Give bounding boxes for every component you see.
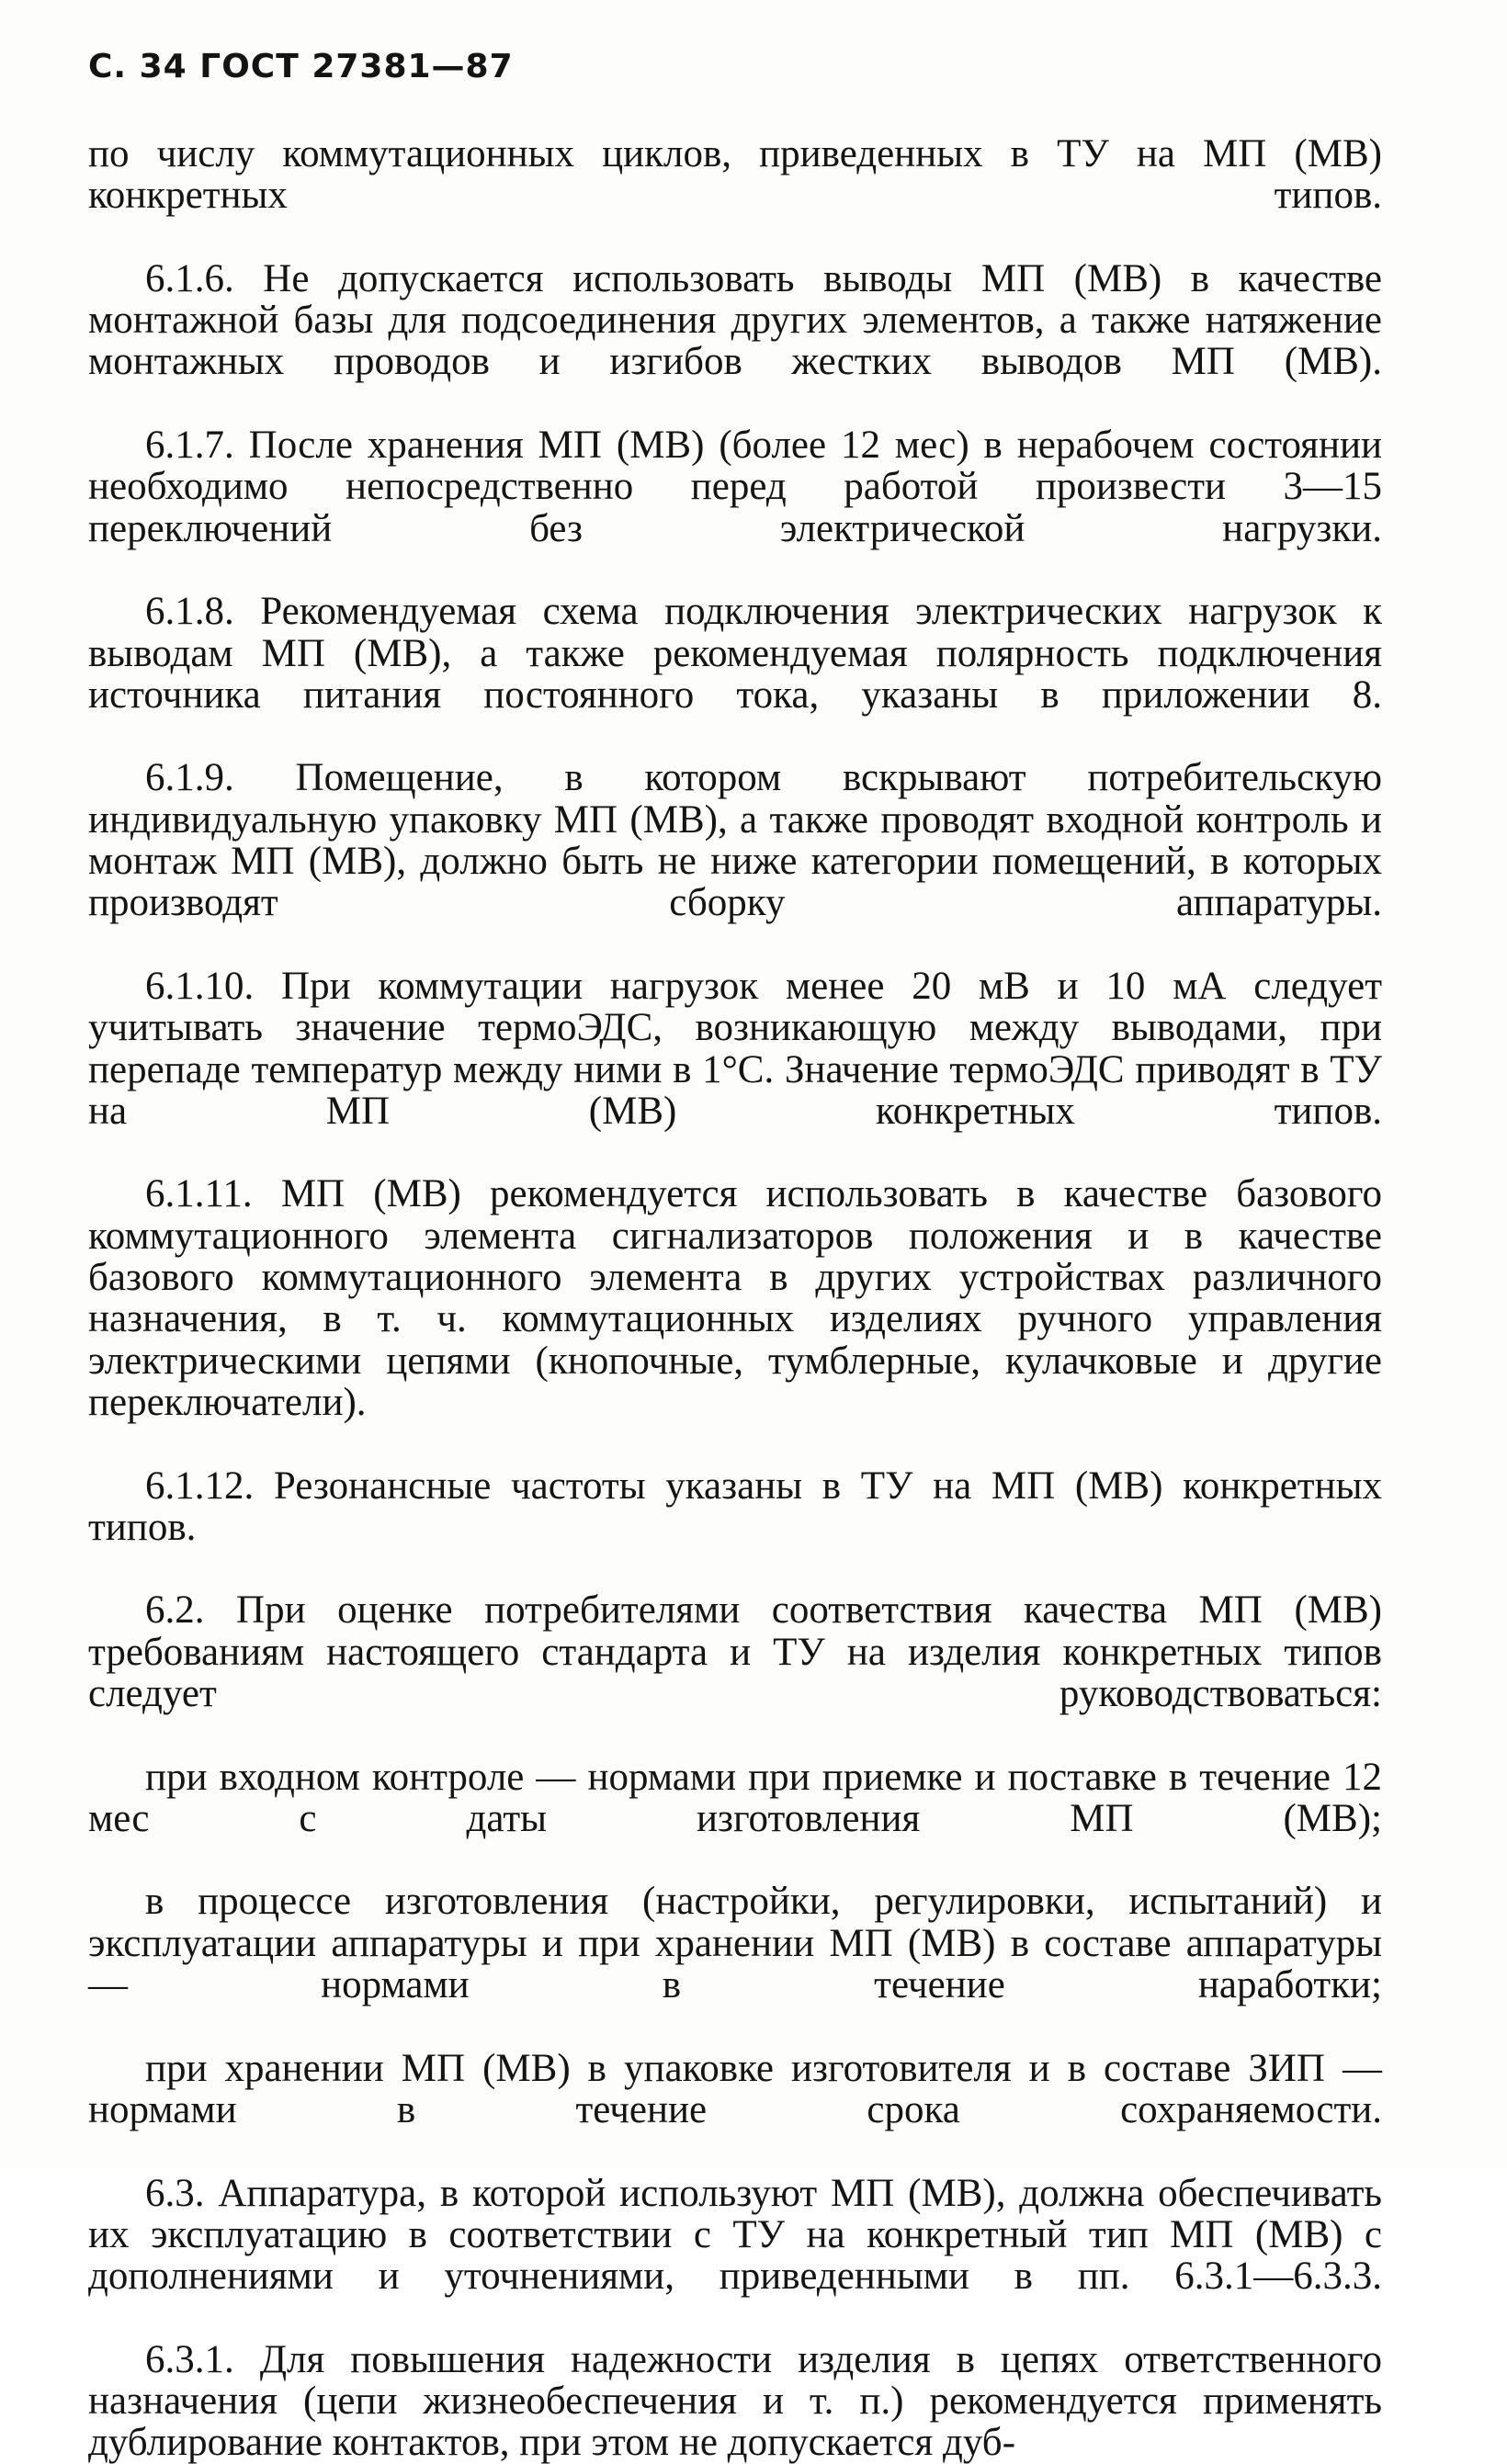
paragraph-6-3: 6.3. Аппаратура, в которой используют МП (МВ), должна обеспечивать их эксплуатацию в соответствии с ТУ на конкретный тип МП (МВ) с дополнениями и уточнениями, приведенными в пп. 6.3.1—6.3.3. (88, 2171, 1382, 2299)
paragraph-6-1-9: 6.1.9. Помещение, в котором вскрывают потребительскую индивидуальную упаковку МП (МВ), а также проводят входной контроль и монтаж МП (МВ), должно быть не ниже категории помещений, в которых производят сборку аппаратуры. (88, 756, 1382, 925)
paragraph-list-item: в процессе изготовления (настройки, регулировки, испытаний) и эксплуатации аппаратуры и при хранении МП (МВ) в составе аппаратуры — нормами в течение наработки; (88, 1880, 1382, 2007)
paragraph-list-item: при входном контроле — нормами при приемке и поставке в течение 12 мес с даты изготовления МП (МВ); (88, 1755, 1382, 1840)
paragraph-list-item: при хранении МП (МВ) в упаковке изготовителя и в составе ЗИП — нормами в течение срока сохраняемости. (88, 2046, 1382, 2131)
paragraph-6-2: 6.2. При оценке потребителями соответствия качества МП (МВ) требованиям настоящего стандарта и ТУ на изделия конкретных типов следует руководствоваться: (88, 1588, 1382, 1715)
paragraph-6-1-6: 6.1.6. Не допускается использовать выводы МП (МВ) в качестве монтажной базы для подсоединения других элементов, а также натяжение монтажных проводов и изгибов жестких выводов МП (МВ). (88, 256, 1382, 384)
paragraph-6-3-1: 6.3.1. Для повышения надежности изделия в цепях ответственного назначения (цепи жизнеобеспечения и т. п.) рекомендуется применять дублирование контактов, при этом не допускается дуб- (88, 2337, 1382, 2464)
paragraph-6-1-12: 6.1.12. Резонансные частоты указаны в ТУ на МП (МВ) конкретных типов. (88, 1464, 1382, 1549)
body-text (88, 133, 1382, 2464)
paragraph-6-1-7: 6.1.7. После хранения МП (МВ) (более 12 мес) в нерабочем состоянии необходимо непосредственно перед работой произвести 3—15 переключений без электрической нагрузки. (88, 424, 1382, 550)
paragraph-6-1-8: 6.1.8. Рекомендуемая схема подключения электрических нагрузок к выводам МП (МВ), а также рекомендуемая полярность подключения источника питания постоянного тока, указаны в приложении 8. (88, 590, 1382, 717)
paragraph: по числу коммутационных циклов, приведенных в ТУ на МП (МВ) конкретных типов. (88, 132, 1382, 218)
paragraph-6-1-11: 6.1.11. МП (МВ) рекомендуется использовать в качестве базового коммутационного элемента сигнализаторов положения и в качестве базового коммутационного элемента в других устройствах различного назначения, в т. ч. коммутационных изделиях ручного управления электрическими цепями (кнопочные, тумблерные, кулачковые и другие переключатели). (88, 1172, 1382, 1424)
paragraph-6-1-10: 6.1.10. При коммутации нагрузок менее 20 мВ и 10 мА следует учитывать значение термоЭДС, возникающую между выводами, при перепаде температур между ними в 1°С. Значение термоЭДС приводят в ТУ на МП (МВ) конкретных типов. (88, 964, 1382, 1133)
page-header: С. 34 ГОСТ 27381—87 (88, 48, 514, 85)
